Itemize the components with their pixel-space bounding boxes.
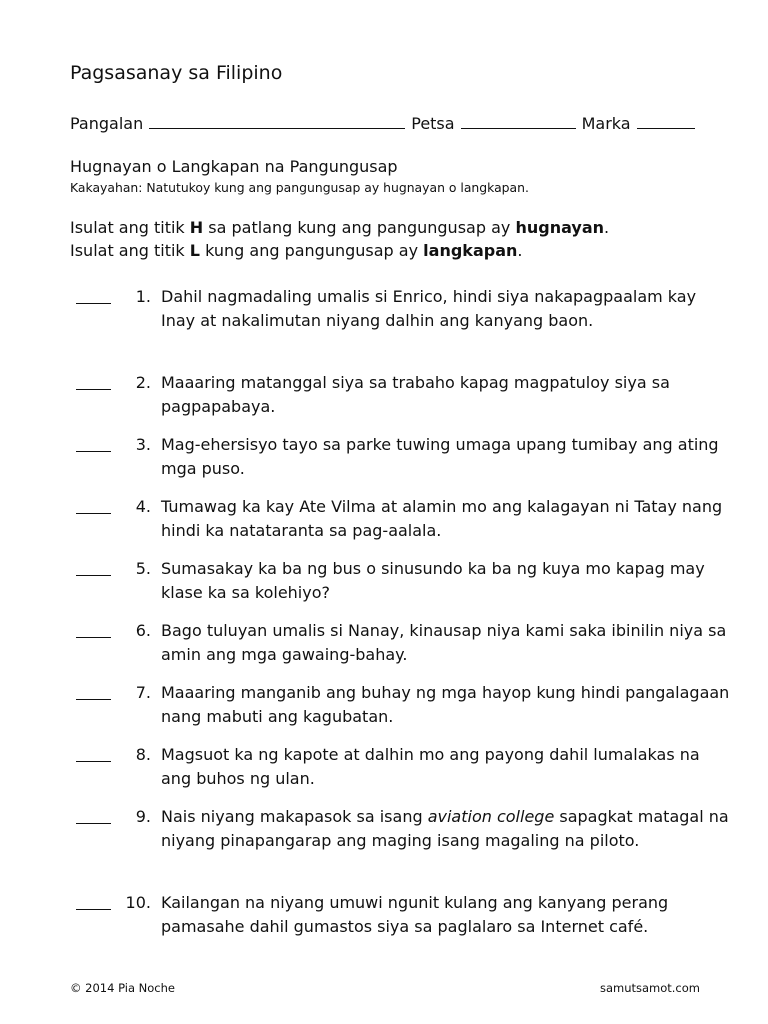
footer-copyright: © 2014 Pia Noche xyxy=(70,981,175,995)
instruction-period: . xyxy=(517,241,523,260)
instruction-letter-l: L xyxy=(189,241,200,260)
instruction-letter-h: H xyxy=(189,218,204,237)
lesson-skill: Kakayahan: Natutukoy kung ang pangungusap ay hugnayan o langkapan. xyxy=(70,180,529,195)
answer-blank[interactable] xyxy=(76,513,111,514)
student-info-fields xyxy=(70,114,701,133)
answer-blank[interactable] xyxy=(76,389,111,390)
date-label: Petsa xyxy=(411,114,455,133)
answer-blank[interactable] xyxy=(76,761,111,762)
question-text: Tumawag ka kay Ate Vilma at alamin mo ang kalagayan ni Tatay nang hindi ka natataranta sa pag-aalala. xyxy=(161,497,723,540)
instruction-text: Isulat ang titik xyxy=(70,241,185,260)
question-text-part: sapagkat matagal na niyang pinapangarap ang maging isang magaling na piloto. xyxy=(161,807,729,850)
question-text: Bago tuluyan umalis si Nanay, kinausap niya kami saka ibinilin niya sa amin ang mga gawaing-bahay. xyxy=(161,621,727,664)
answer-blank[interactable] xyxy=(76,451,111,452)
answer-blank[interactable] xyxy=(76,699,111,700)
question-text: Magsuot ka ng kapote at dalhin mo ang payong dahil lumalakas na ang buhos ng ulan. xyxy=(161,745,700,788)
question-number: 2. xyxy=(135,373,151,392)
score-blank[interactable] xyxy=(637,114,695,129)
question-number: 4. xyxy=(135,497,151,516)
question-number: 10. xyxy=(125,893,151,912)
date-blank[interactable] xyxy=(461,114,576,129)
question-text: Maaaring matanggal siya sa trabaho kapag magpatuloy siya sa pagpapabaya. xyxy=(161,373,670,416)
answer-blank[interactable] xyxy=(76,909,111,910)
instruction-term-hugnayan: hugnayan xyxy=(515,218,604,237)
instruction-text: Isulat ang titik xyxy=(70,218,185,237)
question-text: Kailangan na niyang umuwi ngunit kulang ang kanyang perang pamasahe dahil gumastos siya sa paglalaro sa Internet café. xyxy=(161,893,669,936)
answer-blank[interactable] xyxy=(76,303,111,304)
lesson-title: Hugnayan o Langkapan na Pangungusap xyxy=(70,157,398,176)
instruction-text: kung ang pangungusap ay xyxy=(205,241,419,260)
question-number: 8. xyxy=(135,745,151,764)
question-text: Mag-ehersisyo tayo sa parke tuwing umaga upang tumibay ang ating mga puso. xyxy=(161,435,719,478)
name-blank[interactable] xyxy=(149,114,405,129)
question-number: 5. xyxy=(135,559,151,578)
question-text: Sumasakay ka ba ng bus o sinusundo ka ba ng kuya mo kapag may klase ka sa kolehiyo? xyxy=(161,559,705,602)
instructions xyxy=(70,216,609,262)
question-text: Dahil nagmadaling umalis si Enrico, hindi siya nakapagpaalam kay Inay at nakalimutan niyang dalhin ang kanyang baon. xyxy=(161,287,697,330)
footer-website: samutsamot.com xyxy=(599,981,700,995)
answer-blank[interactable] xyxy=(76,637,111,638)
instruction-line-1 xyxy=(70,216,609,239)
instruction-text: sa patlang kung ang pangungusap ay xyxy=(208,218,511,237)
question-number: 1. xyxy=(135,287,151,306)
question-number: 3. xyxy=(135,435,151,454)
question-number: 6. xyxy=(135,621,151,640)
answer-blank[interactable] xyxy=(76,575,111,576)
question-number: 9. xyxy=(135,807,151,826)
instruction-term-langkapan: langkapan xyxy=(423,241,518,260)
question-number: 7. xyxy=(135,683,151,702)
question-text-part: Nais niyang makapasok sa isang xyxy=(161,807,423,826)
question-text: Maaaring manganib ang buhay ng mga hayop kung hindi pangalagaan nang mabuti ang kagubatan. xyxy=(161,683,730,726)
name-label: Pangalan xyxy=(70,114,144,133)
question-text-emphasis: aviation college xyxy=(427,807,555,826)
question-text xyxy=(161,805,731,853)
instruction-period: . xyxy=(604,218,610,237)
answer-blank[interactable] xyxy=(76,823,111,824)
score-label: Marka xyxy=(581,114,631,133)
instruction-line-2 xyxy=(70,239,609,262)
page-title: Pagsasanay sa Filipino xyxy=(70,62,283,84)
